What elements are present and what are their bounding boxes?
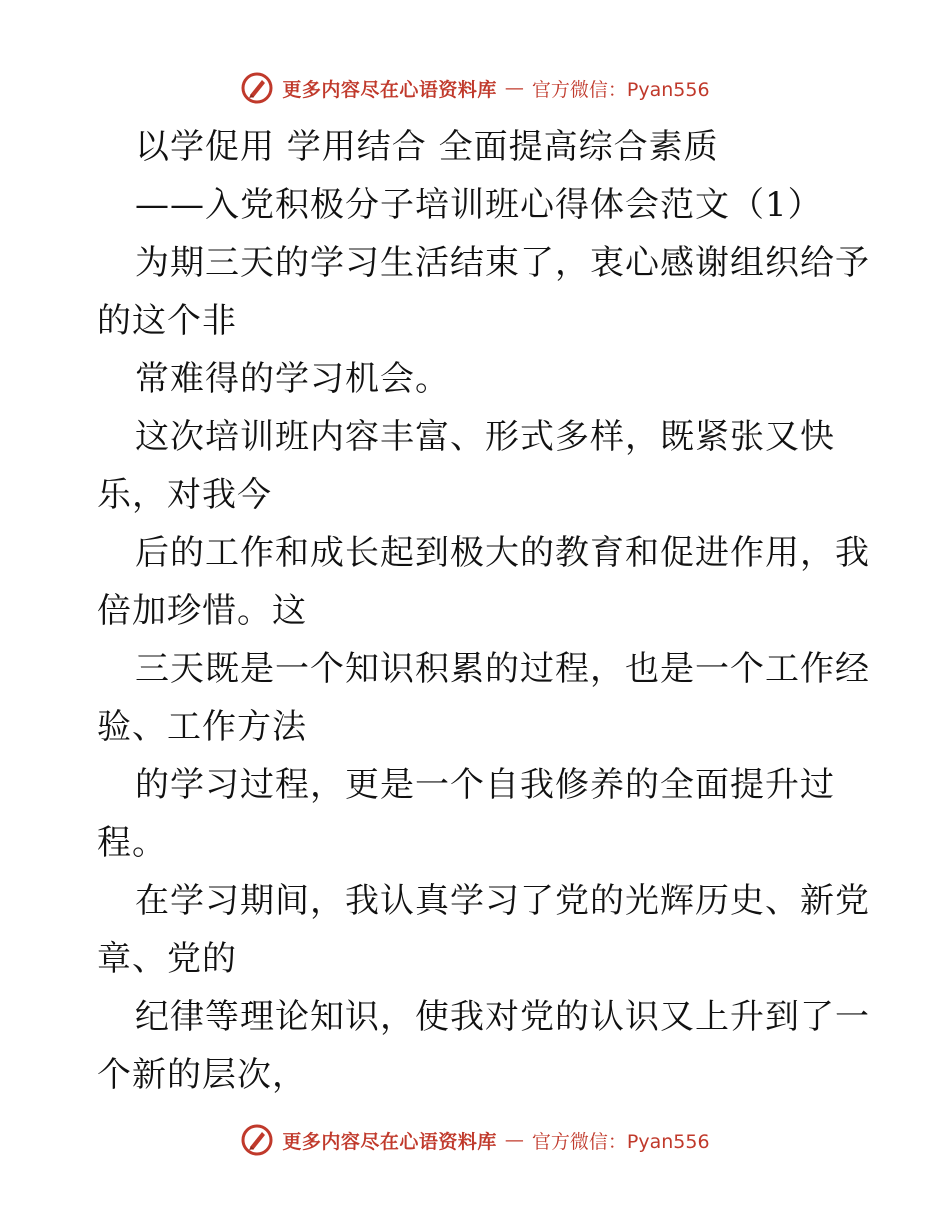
paragraph-lines: [97, 234, 870, 1104]
document-title: 以学促用 学用结合 全面提高综合素质: [135, 127, 719, 167]
text-line: 乐，对我今: [97, 475, 272, 515]
text-line: 为期三天的学习生活结束了，衷心感谢组织给予: [135, 243, 870, 283]
watermark-wechat-text: 官方微信：Pyan556: [531, 78, 710, 101]
watermark-wechat-text: 官方微信：Pyan556: [531, 1130, 710, 1153]
text-line: 倍加珍惜。这: [97, 591, 307, 631]
footer-watermark: [0, 1120, 950, 1160]
watermark-site-text: 更多内容尽在心语资料库: [282, 1130, 497, 1153]
pen-logo-icon: [240, 71, 274, 105]
watermark-separator: —: [504, 1129, 524, 1151]
text-line: 这次培训班内容丰富、形式多样，既紧张又快: [135, 417, 835, 457]
text-line: 纪律等理论知识，使我对党的认识又上升到了一: [135, 997, 870, 1037]
document-body: [97, 118, 870, 1104]
header-watermark: [0, 68, 950, 108]
text-line: 三天既是一个知识积累的过程，也是一个工作经: [135, 649, 870, 689]
text-line: 在学习期间，我认真学习了党的光辉历史、新党: [135, 881, 870, 921]
text-line: 的学习过程，更是一个自我修养的全面提升过: [135, 765, 835, 805]
text-line: 章、党的: [97, 939, 237, 979]
watermark-separator: —: [504, 77, 524, 99]
text-line: 验、工作方法: [97, 707, 307, 747]
text-line: 后的工作和成长起到极大的教育和促进作用，我: [135, 533, 870, 573]
document-subtitle: ——入党积极分子培训班心得体会范文（1）: [135, 185, 823, 225]
text-line: 程。: [97, 823, 167, 863]
text-line: 的这个非: [97, 301, 237, 341]
text-line: 常难得的学习机会。: [135, 359, 450, 399]
text-line: 个新的层次，: [97, 1055, 307, 1095]
watermark-site-text: 更多内容尽在心语资料库: [282, 78, 497, 101]
pen-logo-icon: [240, 1123, 274, 1157]
